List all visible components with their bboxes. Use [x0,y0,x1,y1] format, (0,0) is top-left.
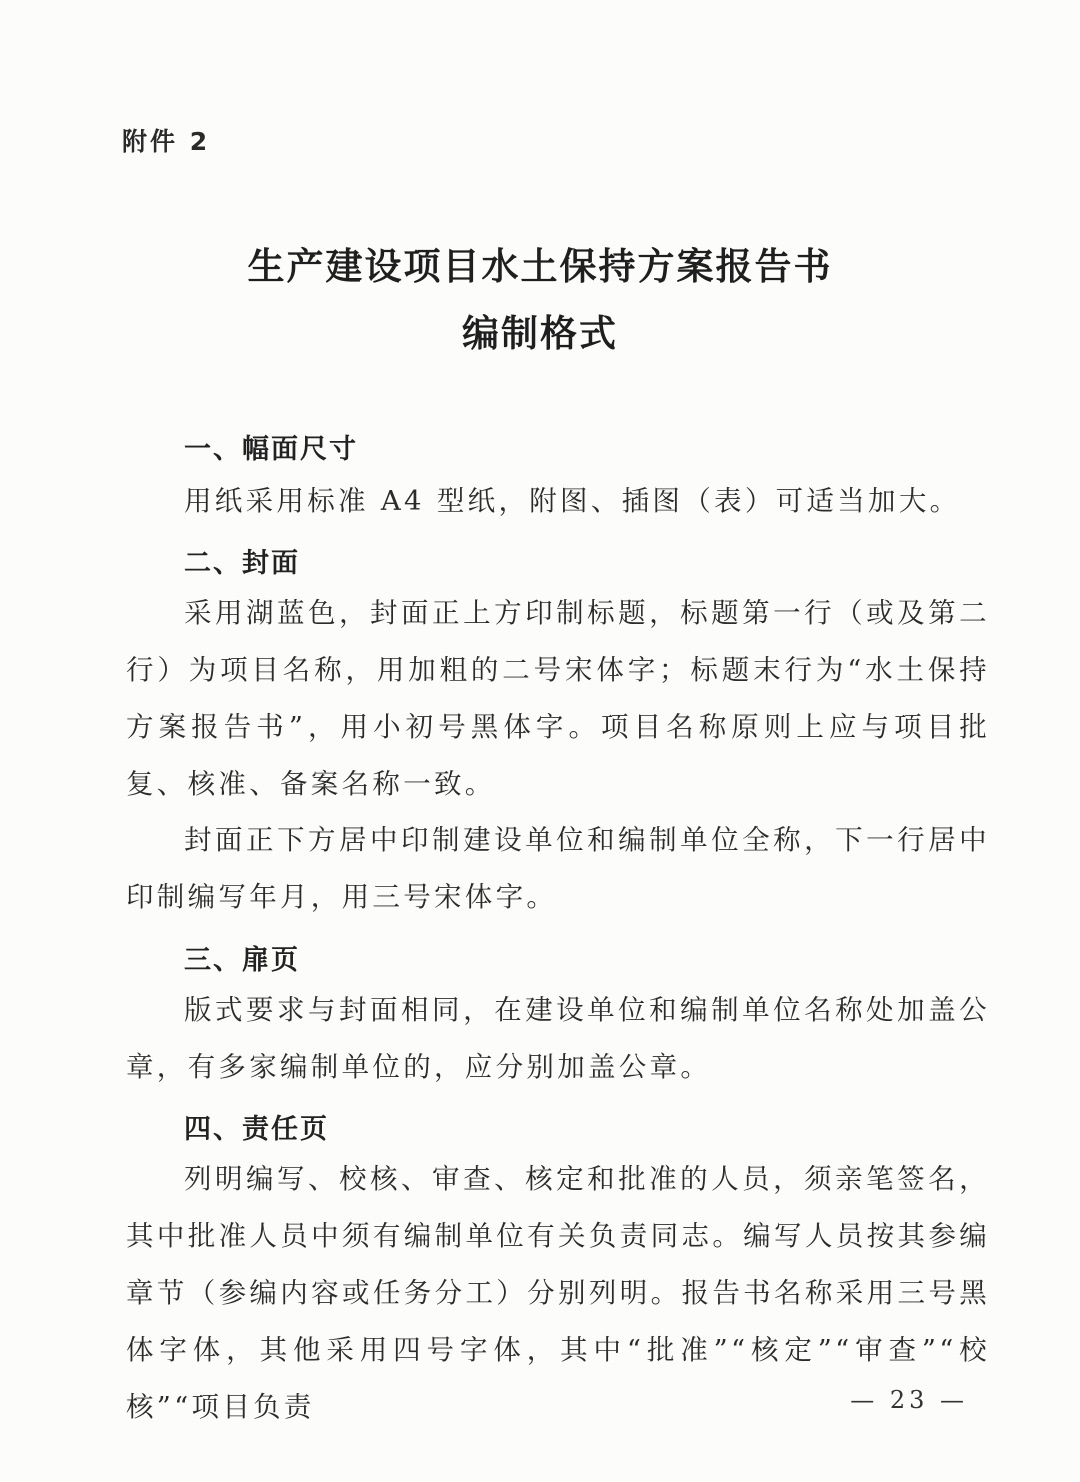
paragraph-cover-1: 采用湖蓝色，封面正上方印制标题，标题第一行（或及第二行）为项目名称，用加粗的二号宋体字；标题末行为“水土保持方案报告书”，用小初号黑体字。项目名称原则上应与项目批复、核准、备案名称一致。 [126,597,990,800]
section-heading-page-size: 一、幅面尺寸 [184,434,358,465]
section-heading-cover: 二、封面 [184,548,300,579]
section-heading-responsibility-page: 四、责任页 [184,1114,329,1145]
page-number-text: — 23 — [850,1386,968,1414]
document-title-line1: 生产建设项目水土保持方案报告书 [247,245,833,288]
paragraph-responsibility-page: 列明编写、校核、审查、核定和批准的人员，须亲笔签名，其中批准人员中须有编制单位有关负责同志。编写人员按其参编章节（参编内容或任务分工）分别列明。报告书名称采用三号黑体字体，其他采用四号字体，其中“批准”“核定”“审查”“校核”“项目负责 [126,1163,990,1423]
paragraph-page-size: 用纸采用标准 A4 型纸，附图、插图（表）可适当加大。 [184,485,961,517]
paragraph-cover-2: 封面正下方居中印制建设单位和编制单位全称，下一行居中印制编写年月，用三号宋体字。 [126,824,990,913]
section-heading-title-page: 三、扉页 [184,945,300,976]
paragraph-title-page: 版式要求与封面相同，在建设单位和编制单位名称处加盖公章，有多家编制单位的，应分别加盖公章。 [126,994,990,1083]
document-title-line2: 编制格式 [462,312,618,355]
attachment-label: 附件 2 [122,127,211,156]
page-number [0,1386,1080,1414]
